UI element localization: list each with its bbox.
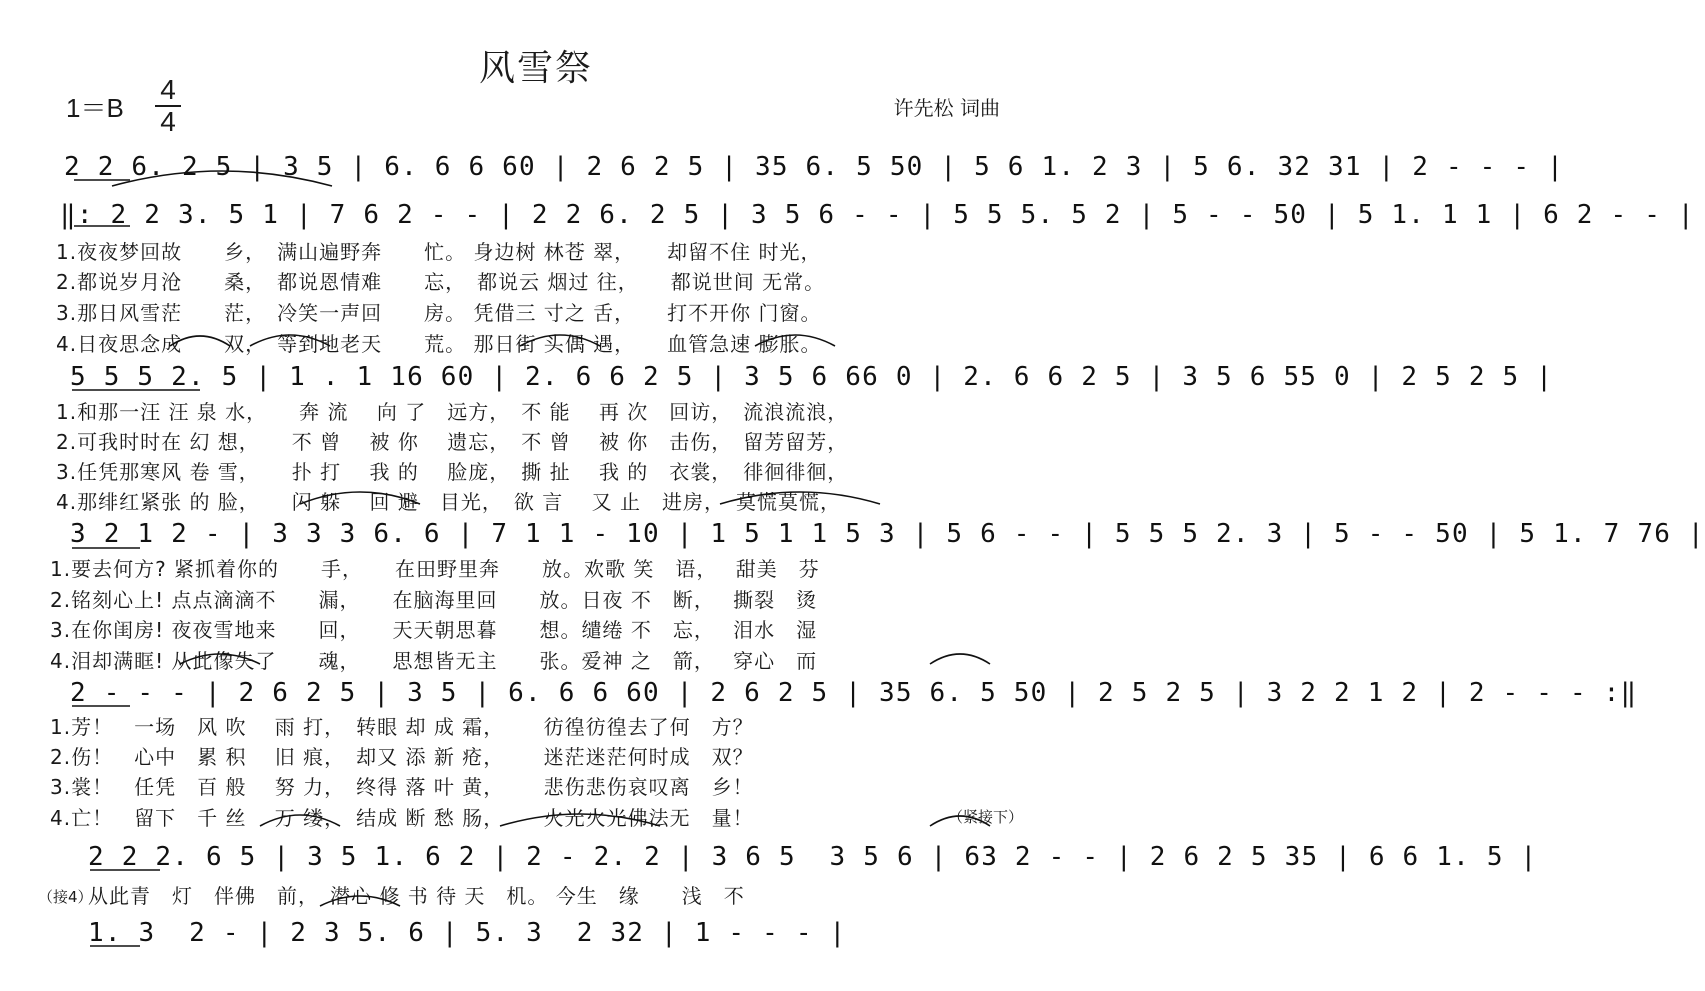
intro-melody: 2 2 6. 2 5 | 3 5 | 6. 6 6 60 | 2 6 2 5 | 35 6. 5 50 | 5 6 1. 2 3 | 5 6. 32 31 | 2 - - - | xyxy=(64,152,1564,182)
key-signature: 1＝B xyxy=(66,93,124,123)
continuation-note: （紧接下） xyxy=(948,808,1024,826)
melody-line-2: 5 5 5 2. 5 | 1 . 1 16 60 | 2. 6 6 2 5 | 3 5 6 66 0 | 2. 6 6 2 5 | 3 5 6 55 0 | 2 5 2 5 | xyxy=(70,362,1554,392)
lyric-line: 3.在你闺房! 夜夜雪地来 回， 天天朝思暮 想。缱绻 不 忘， 泪水 湿 xyxy=(50,618,818,642)
lyric-line: 1.要去何方? 紧抓着你的 手， 在田野里奔 放。欢歌 笑 语， 甜美 芬 xyxy=(50,557,820,581)
lyric-line: 2.铭刻心上! 点点滴滴不 漏， 在脑海里回 放。日夜 不 断， 撕裂 烫 xyxy=(50,588,818,612)
verse-4-prefix: （接4） xyxy=(38,888,93,906)
lyric-line: 1.和那一汪 汪 泉 水， 奔 流 向 了 远方， 不 能 再 次 回访， 流浪流浪， xyxy=(56,400,849,424)
lyric-line: 2.都说岁月沧 桑， 都说恩情难 忘， 都说云 烟过 往， 都说世间 无常。 xyxy=(56,270,826,294)
page-title: 风雪祭 xyxy=(478,48,593,89)
lyric-line: 2.可我时时在 幻 想， 不 曾 被 你 遗忘， 不 曾 被 你 击伤， 留芳留芳， xyxy=(56,430,849,454)
lyric-line: 4.日夜思念成 双， 等到地老天 荒。 那日街 头偶 遇， 血管急速 膨胀。 xyxy=(56,332,822,356)
lyric-line: 4.那绯红紧张 的 脸， 闪 躲 回 避 目光， 欲 言 又 止 进房， 莫慌莫慌， xyxy=(56,490,841,514)
melody-line-3: 3 2 1 2 - | 3 3 3 6. 6 | 7 1 1 - 10 | 1 5 1 1 5 3 | 5 6 - - | 5 5 5 2. 3 | 5 - - 50 | 5 1. 7 76 | xyxy=(70,519,1705,549)
lyric-line: 1.夜夜梦回故 乡， 满山遍野奔 忙。 身边树 林苍 翠， 却留不住 时光， xyxy=(56,240,822,264)
lyric-line: 从此青 灯 伴佛 前， 潜心 修 书 待 天 机。 今生 缘 浅 不 xyxy=(88,884,745,908)
lyric-line: 4.泪却满眶! 从此像失了 魂， 思想皆无主 张。爱神 之 箭， 穿心 而 xyxy=(50,649,818,673)
meter-bottom: 4 xyxy=(160,106,176,137)
composer-credit: 许先松 词曲 xyxy=(893,96,1000,120)
meter-top: 4 xyxy=(160,74,176,105)
lyric-line: 3.那日风雪茫 茫， 冷笑一声回 房。 凭借三 寸之 舌， 打不开你 门窗。 xyxy=(56,301,822,325)
lyric-line: 1.芳！ 一场 风 吹 雨 打， 转眼 却 成 霜， 彷徨彷徨去了何 方？ xyxy=(50,715,754,739)
melody-line-4: 2 - - - | 2 6 2 5 | 3 5 | 6. 6 6 60 | 2 6 2 5 | 35 6. 5 50 | 2 5 2 5 | 3 2 2 1 2 | 2 - - - :‖ xyxy=(70,678,1638,708)
lyric-line: 4.亡！ 留下 千 丝 万 缕， 结成 断 愁 肠， 火光火光佛法无 量！ xyxy=(50,806,754,830)
time-signature xyxy=(155,76,181,136)
melody-line-5: 2 2 2. 6 5 | 3 5 1. 6 2 | 2 - 2. 2 | 3 6 5 3 5 6 | 63 2 - - | 2 6 2 5 35 | 6 6 1. 5 | xyxy=(88,842,1538,872)
lyric-line: 2.伤！ 心中 累 积 旧 痕， 却又 添 新 疮， 迷茫迷茫何时成 双？ xyxy=(50,745,754,769)
melody-line-6: 1. 3 2 - | 2 3 5. 6 | 5. 3 2 32 | 1 - - - | xyxy=(88,918,847,948)
lyric-line: 3.裳！ 任凭 百 般 努 力， 终得 落 叶 黄， 悲伤悲伤哀叹离 乡！ xyxy=(50,775,754,799)
melody-line-1: ‖: 2 2 3. 5 1 | 7 6 2 - - | 2 2 6. 2 5 | 3 5 6 - - | 5 5 5. 5 2 | 5 - - 50 | 5 1. 1 1 | 6 2 - - | xyxy=(60,200,1695,230)
lyric-line: 3.任凭那寒风 卷 雪， 扑 打 我 的 脸庞， 撕 扯 我 的 衣裳， 徘徊徘徊， xyxy=(56,460,849,484)
